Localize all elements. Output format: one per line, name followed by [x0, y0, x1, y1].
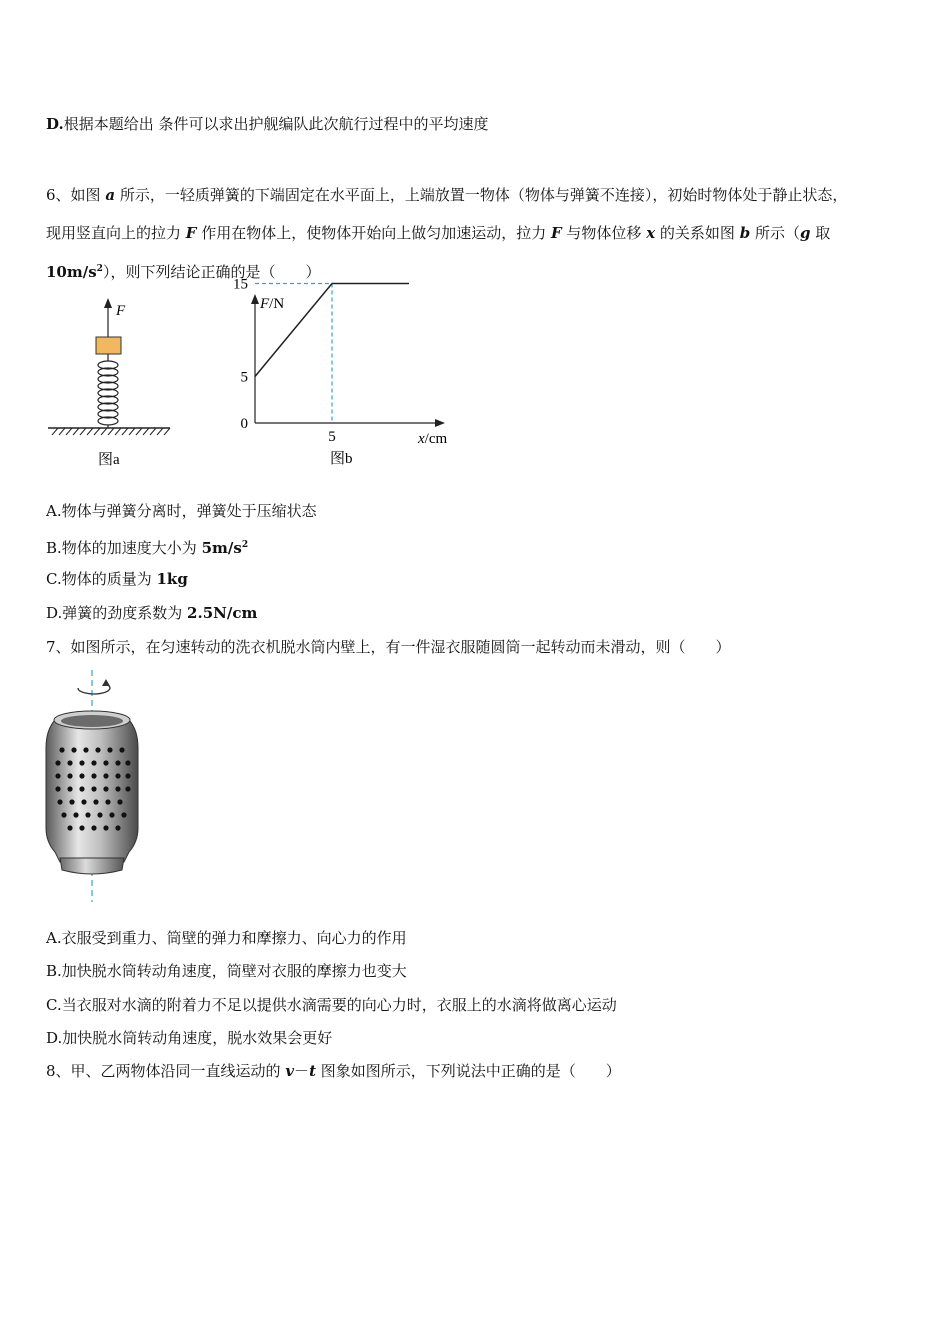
variable-F: F	[185, 224, 197, 242]
q6-stem-line2	[46, 223, 830, 243]
y-axis-label: F/N	[260, 296, 285, 312]
option-text: 当衣服对水滴的附着力不足以提供水滴需要的向心力时，衣服上的水滴将做离心运动	[61, 996, 617, 1014]
option-label: D.	[46, 604, 63, 622]
option-label: D.	[46, 1029, 63, 1047]
superscript: 2	[96, 264, 103, 274]
option-text: 物体与弹簧分离时，弹簧处于压缩状态	[61, 502, 317, 520]
q6-stem-line3	[46, 259, 320, 282]
stem-text: 取	[810, 224, 831, 242]
stem-text: 的关系如图	[655, 224, 740, 242]
y-tick-label: 0	[240, 416, 248, 432]
stem-text: 6、如图	[46, 186, 106, 204]
drum-hole	[79, 760, 84, 765]
stem-text: 作用在物体上，使物体开始向上做匀加速运动，拉力	[196, 224, 551, 242]
hatch-mark	[66, 428, 72, 435]
drum-hole	[93, 799, 98, 804]
stem-text: 现用竖直向上的拉力	[46, 224, 186, 242]
hatch-mark	[164, 428, 170, 435]
drum-hole	[115, 786, 120, 791]
variable-x: x	[646, 224, 656, 242]
drum-hole	[73, 812, 78, 817]
x-tick-label: 5	[328, 429, 336, 445]
drum-hole	[95, 747, 100, 752]
superscript: 2	[241, 540, 249, 550]
drum-hole	[69, 799, 74, 804]
variable-b: b	[739, 224, 751, 242]
option-text: 弹簧的劲度系数为	[62, 604, 188, 622]
q7-stem: 7、如图所示，在匀速转动的洗衣机脱水筒内壁上，有一件湿衣服随圆筒一起转动而未滑动，则（ ）	[46, 638, 731, 656]
hatch-mark	[157, 428, 163, 435]
option-text: 加快脱水筒转动角速度，筒壁对衣服的摩擦力也变大	[61, 962, 407, 980]
stem-text: 所示，一轻质弹簧的下端固定在水平面上，上端放置一物体（物体与弹簧不连接），初始时物体处于静止状态，	[115, 186, 848, 204]
drum-hole	[125, 760, 130, 765]
option-label: C.	[46, 570, 62, 588]
stem-text: ），则下列结论正确的是（ ）	[102, 263, 321, 281]
q6-option-c[interactable]	[46, 569, 188, 589]
drum-hole	[61, 812, 66, 817]
option-label: D.	[46, 115, 64, 133]
option-text: 衣服受到重力、筒壁的弹力和摩擦力、向心力的作用	[61, 929, 407, 947]
drum-hole	[79, 825, 84, 830]
hatch-mark	[94, 428, 100, 435]
drum-hole	[85, 812, 90, 817]
drum-hole	[107, 747, 112, 752]
option-value: 1kg	[156, 570, 188, 588]
drum-hole	[59, 747, 64, 752]
drum-hole	[109, 812, 114, 817]
drum-hole	[67, 825, 72, 830]
option-label: C.	[46, 996, 62, 1014]
option-d-prev	[46, 114, 488, 134]
drum-hole	[67, 760, 72, 765]
fig-b-caption: 图b	[330, 451, 353, 467]
option-text: 根据本题给出 条件可以求出护舰编队此次航行过程中的平均速度	[63, 115, 489, 133]
rotation-arrow-head-icon	[102, 679, 110, 686]
force-arrow-head-icon	[104, 298, 112, 308]
option-text: 物体的质量为	[61, 570, 157, 588]
drum-hole	[55, 773, 60, 778]
stem-text: 8、甲、乙两物体沿同一直线运动的	[46, 1062, 286, 1080]
drum-hole	[67, 773, 72, 778]
y-tick-label: 15	[233, 276, 248, 293]
ground-hatch	[52, 428, 170, 435]
drum-hole	[115, 760, 120, 765]
drum-hole	[71, 747, 76, 752]
stem-text: 图象如图所示，下列说法中正确的是（ ）	[316, 1062, 621, 1080]
option-label: A.	[46, 929, 62, 947]
drum-hole	[57, 799, 62, 804]
drum-hole	[117, 799, 122, 804]
drum-hole	[105, 799, 110, 804]
variable-t: t	[309, 1062, 316, 1080]
option-value: 5m/s	[201, 539, 242, 557]
option-label: B.	[46, 539, 62, 557]
drum-hole	[55, 786, 60, 791]
drum-hole	[125, 773, 130, 778]
drum-hole	[119, 747, 124, 752]
drum-hole	[103, 760, 108, 765]
hatch-mark	[136, 428, 142, 435]
q8-stem	[46, 1061, 621, 1081]
option-label: B.	[46, 962, 62, 980]
figure-b-chart	[230, 276, 470, 475]
option-text: 加快脱水筒转动角速度，脱水效果会更好	[62, 1029, 333, 1047]
y-tick-label: 5	[240, 369, 248, 386]
y-axis-arrow-icon	[251, 294, 259, 304]
q7-option-d[interactable]	[46, 1028, 332, 1048]
drum-opening	[61, 715, 123, 727]
variable-a: a	[105, 186, 116, 204]
q6-option-a[interactable]	[46, 501, 317, 521]
drum-hole	[103, 786, 108, 791]
hatch-mark	[150, 428, 156, 435]
drum-hole	[103, 825, 108, 830]
q7-option-a[interactable]	[46, 928, 407, 948]
drum-hole	[79, 773, 84, 778]
stem-value: 10m/s	[46, 263, 97, 281]
hatch-mark	[59, 428, 65, 435]
drum-hole	[115, 773, 120, 778]
q7-option-b[interactable]	[46, 961, 407, 981]
drum-hole	[79, 786, 84, 791]
figure-washer-drum	[40, 670, 150, 905]
block	[96, 337, 121, 354]
option-text: 物体的加速度大小为	[61, 539, 202, 557]
drum-hole	[83, 747, 88, 752]
drum-hole	[97, 812, 102, 817]
variable-g: g	[799, 224, 811, 242]
drum-hole	[67, 786, 72, 791]
drum-hole	[125, 786, 130, 791]
option-value: 2.5N/cm	[187, 604, 258, 622]
hatch-mark	[52, 428, 58, 435]
option-label: A.	[46, 502, 62, 520]
hatch-mark	[143, 428, 149, 435]
q6-option-d[interactable]	[46, 603, 257, 623]
variable-v: v	[285, 1062, 295, 1080]
x-axis-arrow-icon	[435, 419, 445, 427]
stem-text: －	[294, 1062, 310, 1080]
force-label: F	[116, 303, 126, 319]
drum-hole	[103, 773, 108, 778]
drum-hole	[121, 812, 126, 817]
q6-stem-line1	[46, 185, 847, 205]
variable-F: F	[550, 224, 562, 242]
hatch-mark	[129, 428, 135, 435]
spring-coil	[98, 354, 118, 428]
fig-a-caption: 图a	[98, 452, 120, 468]
q7-option-c[interactable]	[46, 995, 617, 1015]
q6-option-b[interactable]	[46, 535, 248, 558]
stem-text: 所示（	[750, 224, 800, 242]
hatch-mark	[122, 428, 128, 435]
hatch-mark	[101, 428, 107, 435]
hatch-mark	[73, 428, 79, 435]
drum-hole	[55, 760, 60, 765]
drum-hole	[81, 799, 86, 804]
hatch-mark	[115, 428, 121, 435]
x-axis-label: x/cm	[418, 431, 448, 447]
figure-a-spring	[40, 295, 190, 475]
hatch-mark	[87, 428, 93, 435]
hatch-mark	[108, 428, 114, 435]
stem-text: 与物体位移	[561, 224, 647, 242]
hatch-mark	[80, 428, 86, 435]
drum-hole	[115, 825, 120, 830]
